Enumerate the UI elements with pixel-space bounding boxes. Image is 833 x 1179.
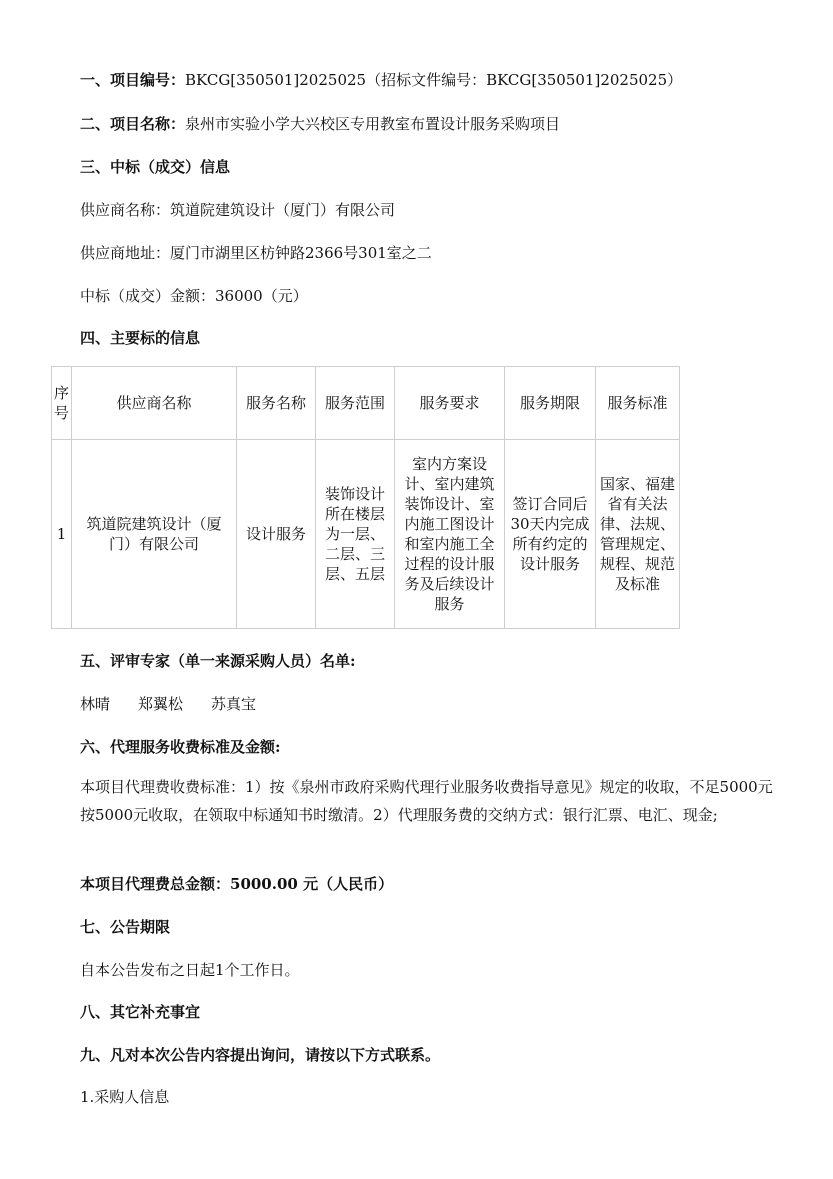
table-cell: 筑道院建筑设计（厦门）有限公司 xyxy=(72,440,237,629)
fee-standard-paragraph xyxy=(80,773,780,829)
award-amount: 中标（成交）金额：36000（元） xyxy=(80,287,308,305)
header-cell: 序号 xyxy=(52,367,72,440)
project-number-value: BKCG[350501]2025025（招标文件编号：BKCG[350501]2025025） xyxy=(185,71,683,89)
announcement-period: 自本公告发布之日起1个工作日。 xyxy=(80,961,300,979)
supplier-address: 供应商地址：厦门市湖里区枋钟路2366号301室之二 xyxy=(80,244,432,262)
subject-info-table xyxy=(51,366,680,629)
expert-name: 林晴 xyxy=(80,695,111,713)
section-3-title: 三、中标（成交）信息 xyxy=(80,158,231,176)
expert-names xyxy=(80,694,284,714)
table-cell: 国家、福建省有关法律、法规、管理规定、规程、规范及标准 xyxy=(596,440,680,629)
table-row xyxy=(52,440,680,629)
header-cell: 服务范围 xyxy=(316,367,395,440)
section-7-title: 七、公告期限 xyxy=(80,918,171,936)
section-2-project-name xyxy=(80,114,560,134)
section-4-title: 四、主要标的信息 xyxy=(80,329,201,347)
header-cell: 服务期限 xyxy=(505,367,596,440)
table-cell: 1 xyxy=(52,440,72,629)
expert-name: 苏真宝 xyxy=(211,695,257,713)
fee-standard-text: 本项目代理费收费标准：1）按《泉州市政府采购代理行业服务收费指导意见》规定的收取，不足5000元按5000元收取，在领取中标通知书时缴清。2）代理服务费的交纳方式：银行汇票、电汇、现金; xyxy=(80,778,773,824)
purchaser-info-heading: 1.采购人信息 xyxy=(80,1088,170,1106)
header-cell: 服务名称 xyxy=(237,367,316,440)
table-cell: 装饰设计所在楼层为一层、二层、三层、五层 xyxy=(316,440,395,629)
table-header-row xyxy=(52,367,680,440)
section-1-project-number xyxy=(80,70,682,90)
table-cell: 签订合同后30天内完成所有约定的设计服务 xyxy=(505,440,596,629)
agency-fee-total: 本项目代理费总金额：5000.00 元（人民币） xyxy=(80,875,394,893)
supplier-name: 供应商名称：筑道院建筑设计（厦门）有限公司 xyxy=(80,201,396,219)
header-cell: 服务要求 xyxy=(395,367,505,440)
section-5-title: 五、评审专家（单一来源采购人员）名单: xyxy=(80,652,356,670)
header-cell: 服务标准 xyxy=(596,367,680,440)
section-1-label: 一、项目编号： xyxy=(80,71,186,89)
section-8-title: 八、其它补充事宜 xyxy=(80,1003,201,1021)
header-cell: 供应商名称 xyxy=(72,367,237,440)
section-6-title: 六、代理服务收费标准及金额: xyxy=(80,738,281,756)
project-name-value: 泉州市实验小学大兴校区专用教室布置设计服务采购项目 xyxy=(185,115,561,133)
expert-name: 郑翼松 xyxy=(138,695,184,713)
table-cell: 室内方案设计、室内建筑装饰设计、室内施工图设计和室内施工全过程的设计服务及后续设计服务 xyxy=(395,440,505,629)
section-9-title: 九、凡对本次公告内容提出询问，请按以下方式联系。 xyxy=(80,1046,441,1064)
section-2-label: 二、项目名称： xyxy=(80,115,186,133)
table-cell: 设计服务 xyxy=(237,440,316,629)
